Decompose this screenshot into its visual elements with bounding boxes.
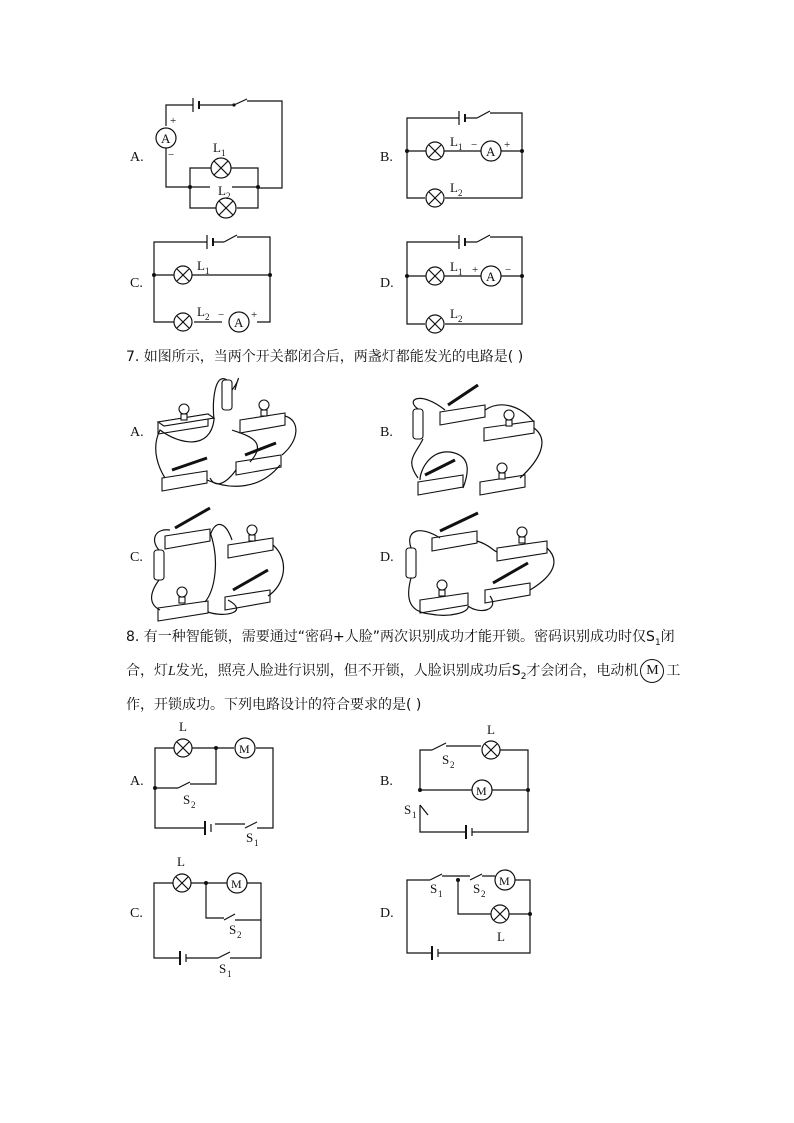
svg-text:2: 2	[205, 312, 210, 322]
q7-option-c-label[interactable]: C.	[130, 550, 143, 565]
svg-text:1: 1	[438, 889, 443, 899]
svg-text:−: −	[471, 139, 478, 151]
svg-text:2: 2	[226, 191, 231, 201]
svg-text:A: A	[234, 315, 244, 330]
motor-icon: M	[640, 659, 664, 683]
q8-option-d-label[interactable]: D.	[380, 906, 394, 921]
svg-text:S: S	[442, 752, 450, 767]
svg-text:A: A	[486, 144, 496, 159]
svg-text:1: 1	[227, 969, 232, 979]
q8-text-2b: 发光，照亮人脸进行识别，但不开锁，人脸识别成功后S	[175, 663, 521, 679]
q6-option-c-label[interactable]: C.	[130, 276, 143, 291]
svg-text:2: 2	[191, 800, 196, 810]
q8-sub-2: 2	[520, 671, 527, 682]
svg-text:−: −	[505, 264, 512, 276]
minus-sign: −	[168, 149, 175, 161]
svg-text:2: 2	[458, 314, 463, 324]
q8-option-b-label[interactable]: B.	[380, 774, 393, 789]
svg-text:1: 1	[205, 266, 210, 276]
svg-text:S: S	[183, 792, 191, 807]
svg-text:S: S	[246, 830, 254, 845]
q6-option-a-label[interactable]: A.	[130, 150, 144, 165]
svg-text:S: S	[473, 881, 481, 896]
svg-text:1: 1	[458, 142, 463, 152]
svg-text:S: S	[229, 922, 237, 937]
svg-text:2: 2	[458, 188, 463, 198]
svg-text:M: M	[231, 877, 242, 891]
svg-text:S: S	[430, 881, 438, 896]
svg-text:−: −	[218, 309, 225, 321]
svg-text:M: M	[239, 742, 250, 756]
svg-text:S: S	[219, 961, 227, 976]
svg-text:1: 1	[221, 148, 226, 158]
q8-text-2c: 才会闭合，电动机	[526, 663, 639, 679]
svg-text:1: 1	[412, 810, 417, 820]
q7-option-a-label[interactable]: A.	[130, 425, 144, 440]
svg-text:L: L	[213, 140, 221, 155]
q6-option-d-label[interactable]: D.	[380, 276, 394, 291]
q8-sub-1: 1	[654, 637, 661, 648]
svg-text:M: M	[499, 874, 510, 888]
q8-text-1-tail: 闭	[660, 629, 675, 645]
svg-text:L: L	[497, 929, 505, 944]
svg-text:A: A	[486, 269, 496, 284]
q8-lamp-symbol: L	[168, 664, 176, 679]
svg-text:L: L	[487, 722, 495, 737]
q8-question-line3: 作，开锁成功。下列电路设计的符合要求的是( )	[126, 697, 422, 713]
svg-text:2: 2	[450, 760, 455, 770]
plus-sign: +	[170, 115, 177, 127]
svg-text:2: 2	[481, 889, 486, 899]
svg-text:L: L	[177, 854, 185, 869]
svg-text:M: M	[476, 784, 487, 798]
q7-option-b-label[interactable]: B.	[380, 425, 393, 440]
ammeter-label: A	[161, 131, 171, 146]
svg-text:1: 1	[254, 838, 259, 848]
svg-text:L: L	[450, 180, 458, 195]
svg-text:+: +	[251, 309, 258, 321]
svg-text:L: L	[197, 304, 205, 319]
q8-option-c-label[interactable]: C.	[130, 906, 143, 921]
svg-text:+: +	[504, 139, 511, 151]
q8-text-2a: 合，灯	[126, 663, 168, 679]
q8-text-2d: 工	[666, 663, 681, 679]
svg-text:L: L	[197, 258, 205, 273]
svg-text:L: L	[450, 134, 458, 149]
q6-option-b-label[interactable]: B.	[380, 150, 393, 165]
svg-text:L: L	[218, 183, 226, 198]
q7-option-d-label[interactable]: D.	[380, 550, 394, 565]
svg-text:1: 1	[458, 267, 463, 277]
svg-text:2: 2	[237, 930, 242, 940]
q8-text-1: 8. 有一种智能锁，需要通过“密码+人脸”两次识别成功才能开锁。密码识别成功时仅S	[126, 629, 655, 645]
q7-question-text: 7. 如图所示，当两个开关都闭合后，两盏灯都能发光的电路是( )	[126, 349, 524, 365]
svg-text:S: S	[404, 802, 412, 817]
svg-text:L: L	[179, 719, 187, 734]
q8-option-a-label[interactable]: A.	[130, 774, 144, 789]
svg-text:+: +	[472, 264, 479, 276]
svg-text:L: L	[450, 259, 458, 274]
svg-text:L: L	[450, 306, 458, 321]
